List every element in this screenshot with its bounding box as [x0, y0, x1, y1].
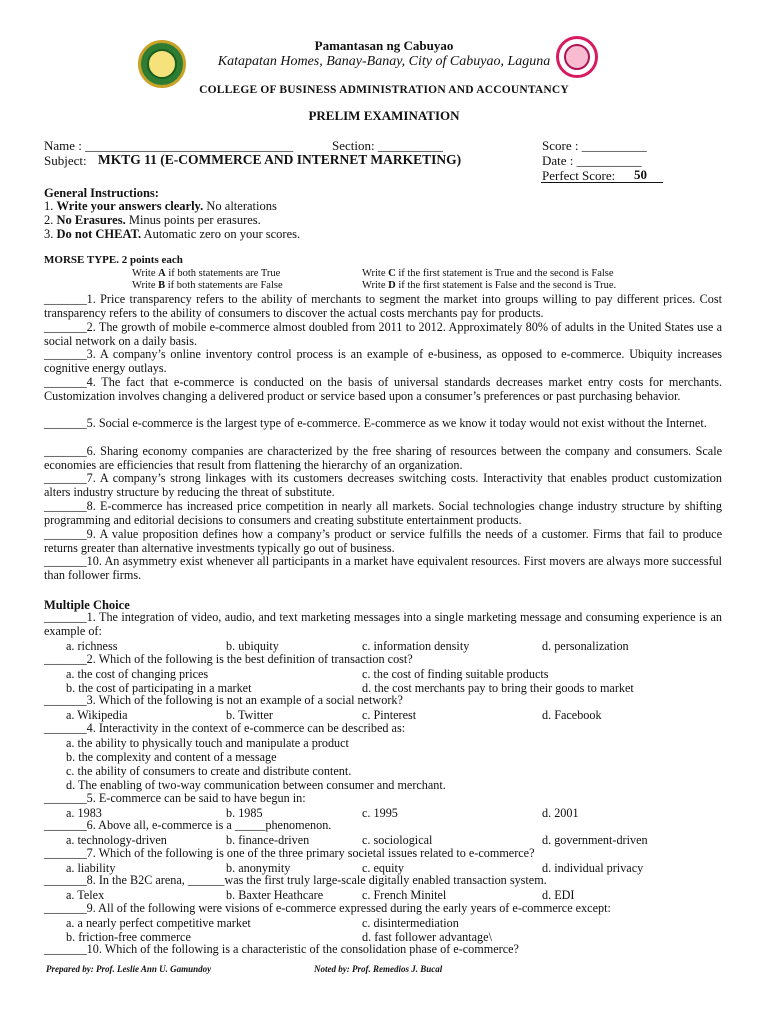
- legend-c: Write C if the first statement is True and the second is False: [362, 268, 614, 279]
- section-field: Section: __________: [332, 138, 443, 153]
- mc-q3-stem: _______3. Which of the following is not an example of a social network?: [44, 693, 403, 707]
- mc-q1-opt-d: d. personalization: [542, 639, 629, 653]
- mc-q9-opt-b: b. friction-free commerce: [66, 930, 191, 944]
- morse-item-2: _______2. The growth of mobile e-commerce almost doubled from 2011 to 2012. Approximately 80% of adults in the United States use a social network on a daily basis.: [44, 320, 722, 348]
- mc-q5-opt-a: a. 1983: [66, 806, 102, 820]
- mc-q4-stem: _______4. Interactivity in the context of e-commerce can be described as:: [44, 721, 406, 735]
- perfect-score-value: 50: [634, 167, 647, 182]
- mc-q9-opt-c: c. disintermediation: [362, 916, 459, 930]
- mc-q8-opt-c: c. French Minitel: [362, 888, 447, 902]
- mc-q4-opt-b: b. the complexity and content of a message: [66, 750, 277, 764]
- mc-q3-opt-c: c. Pinterest: [362, 708, 417, 722]
- mc-q4-opt-c: c. the ability of consumers to create and distribute content.: [66, 764, 352, 778]
- morse-item-4: _______4. The fact that e-commerce is conducted on the basis of universal standards decreases market entry costs for merchants. Customization involves changing a delivered product or service based upon a consumer’s preferences or past purchasing behavior.: [44, 375, 722, 403]
- mc-q7-opt-b: b. anonymity: [226, 861, 291, 875]
- mc-q1-opt-c: c. information density: [362, 639, 470, 653]
- instruction-3: 3. Do not CHEAT. Automatic zero on your scores.: [44, 227, 301, 241]
- date-field: Date : __________: [542, 153, 642, 168]
- morse-title: MORSE TYPE. 2 points each: [44, 254, 183, 266]
- morse-item-8: _______8. E-commerce has increased price competition in nearly all markets. Social technologies change industry structure by shifting programming and editorial decisions to consumers and creating substitute entertainment products.: [44, 499, 722, 527]
- name-field: Name : ________________________________: [44, 138, 294, 153]
- mc-q6-opt-c: c. sociological: [362, 833, 433, 847]
- mc-q3-opt-a: a. Wikipedia: [66, 708, 128, 722]
- score-field: Score : __________: [542, 138, 647, 153]
- mc-q6-opt-a: a. technology-driven: [66, 833, 167, 847]
- instructions-title: General Instructions:: [44, 186, 159, 200]
- instruction-1: 1. Write your answers clearly. No alterations: [44, 199, 277, 213]
- mc-q2-opt-b: b. the cost of participating in a market: [66, 681, 252, 695]
- mc-q8-stem: _______8. In the B2C arena, ______was the first truly large-scale digitally enabled transaction system.: [44, 873, 547, 887]
- morse-item-3: _______3. A company’s online inventory control process is an example of e-business, as opposed to e-commerce. Ubiquity increases cognitive energy outlays.: [44, 347, 722, 375]
- mc-q8-opt-a: a. Telex: [66, 888, 105, 902]
- morse-item-1: _______1. Price transparency refers to the ability of merchants to segment the market into groups willing to pay different prices. Cost transparency refers to the ability of consumers to discover the actual costs merchants pay for products.: [44, 292, 722, 320]
- mc-title: Multiple Choice: [44, 598, 130, 612]
- legend-b: Write B if both statements are False: [132, 280, 283, 291]
- mc-q4-opt-d: d. The enabling of two-way communication between consumer and merchant.: [66, 778, 446, 792]
- mc-q5-opt-b: b. 1985: [226, 806, 263, 820]
- mc-q9-opt-d: d. fast follower advantage\: [362, 930, 492, 944]
- morse-item-7: _______7. A company’s strong linkages with its customers decreases switching costs. Interactivity that enables product customization alters industry structure by reducing the threat of substitute.: [44, 471, 722, 499]
- mc-q3-opt-b: b. Twitter: [226, 708, 273, 722]
- mc-q2-opt-c: c. the cost of finding suitable products: [362, 667, 549, 681]
- mc-q6-opt-b: b. finance-driven: [226, 833, 310, 847]
- subject-label: Subject:: [44, 153, 87, 168]
- mc-q1-stem: _______1. The integration of video, audio, and text marketing messages into a single marketing message and consuming experience is an example of:: [44, 610, 722, 638]
- perfect-score-label: Perfect Score:: [542, 168, 616, 183]
- mc-q7-opt-d: d. individual privacy: [542, 861, 644, 875]
- mc-q7-stem: _______7. Which of the following is one of the three primary societal issues related to e-commerce?: [44, 846, 535, 860]
- mc-q5-opt-c: c. 1995: [362, 806, 398, 820]
- mc-q5-stem: _______5. E-commerce can be said to have begun in:: [44, 791, 306, 805]
- mc-q2-opt-d: d. the cost merchants pay to bring their goods to market: [362, 681, 634, 695]
- legend-a: Write A if both statements are True: [132, 268, 281, 279]
- mc-q9-stem: _______9. All of the following were visions of e-commerce expressed during the early years of e-commerce except:: [44, 901, 611, 915]
- instruction-2: 2. No Erasures. Minus points per erasures.: [44, 213, 261, 227]
- school-name: Pamantasan ng Cabuyao: [314, 38, 454, 53]
- perfect-score-underline: [541, 182, 663, 183]
- subject-value: MKTG 11 (E-COMMERCE AND INTERNET MARKETING): [98, 152, 462, 167]
- mc-q10-stem: _______10. Which of the following is a characteristic of the consolidation phase of e-commerce?: [44, 942, 519, 956]
- school-address: Katapatan Homes, Banay-Banay, City of Cabuyao, Laguna: [217, 54, 551, 69]
- mc-q2-stem: _______2. Which of the following is the best definition of transaction cost?: [44, 652, 413, 666]
- mc-q5-opt-d: d. 2001: [542, 806, 579, 820]
- mc-q3-opt-d: d. Facebook: [542, 708, 602, 722]
- noted-by: Noted by: Prof. Remedios J. Bucal: [314, 964, 443, 974]
- mc-q8-opt-d: d. EDI: [542, 888, 575, 902]
- morse-item-6: _______6. Sharing economy companies are characterized by the free sharing of resources between the company and consumers. Scale economies are efficiencies that result from flattening the hierarchy of an organization.: [44, 444, 722, 472]
- mc-q7-opt-c: c. equity: [362, 861, 404, 875]
- college-name: COLLEGE OF BUSINESS ADMINISTRATION AND ACCOUNTANCY: [199, 84, 569, 96]
- morse-item-9: _______9. A value proposition defines how a company’s product or service fulfills the needs of a customer. Firms that fail to produce returns greater than alternative investments typically go out of business.: [44, 527, 722, 555]
- mc-q9-opt-a: a. a nearly perfect competitive market: [66, 916, 251, 930]
- mc-q1-opt-b: b. ubiquity: [226, 639, 279, 653]
- mc-q1-opt-a: a. richness: [66, 639, 118, 653]
- legend-d: Write D if the first statement is False and the second is True.: [362, 280, 617, 291]
- mc-q4-opt-a: a. the ability to physically touch and manipulate a product: [66, 736, 349, 750]
- morse-item-5: _______5. Social e-commerce is the largest type of e-commerce. E-commerce as we know it today would not exist without the Internet.: [44, 416, 707, 430]
- morse-item-10: _______10. An asymmetry exist whenever all participants in a market have equivalent resources. First movers are always more successful than follower firms.: [44, 554, 722, 582]
- mc-q8-opt-b: b. Baxter Heathcare: [226, 888, 324, 902]
- mc-q6-opt-d: d. government-driven: [542, 833, 648, 847]
- mc-q7-opt-a: a. liability: [66, 861, 116, 875]
- mc-q6-stem: _______6. Above all, e-commerce is a _____phenomenon.: [44, 818, 332, 832]
- mc-q2-opt-a: a. the cost of changing prices: [66, 667, 209, 681]
- prepared-by: Prepared by: Prof. Leslie Ann U. Gamundoy: [46, 964, 212, 974]
- exam-title: PRELIM EXAMINATION: [308, 108, 460, 123]
